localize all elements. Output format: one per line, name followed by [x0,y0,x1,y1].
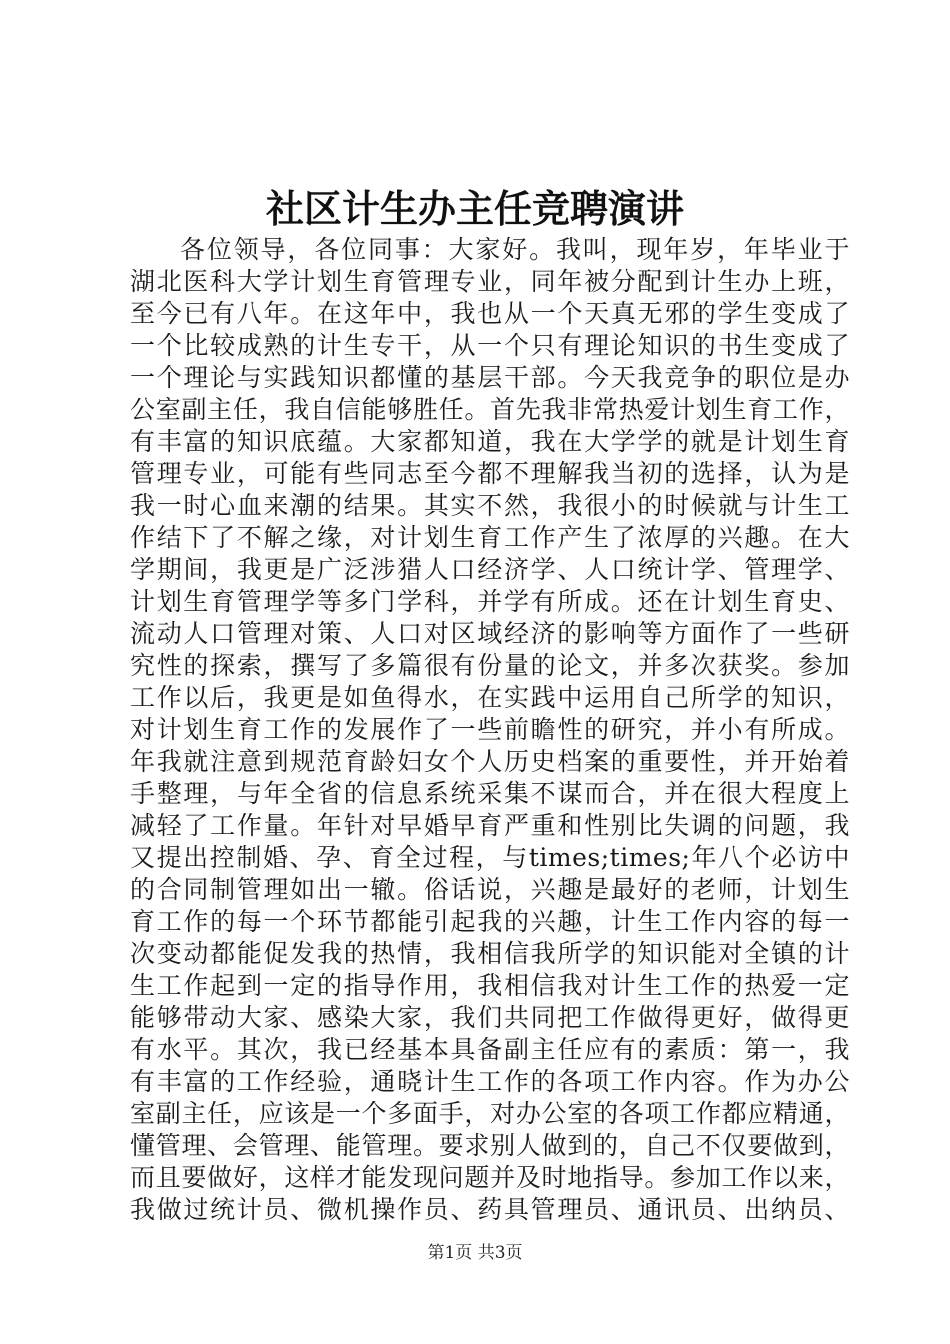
document-body [130,234,850,1226]
body-line: 究性的探索，撰写了多篇很有份量的论文，并多次获奖。参加 [130,651,850,680]
body-line: 室副主任，应该是一个多面手，对办公室的各项工作都应精通， [130,1099,850,1128]
body-line: 湖北医科大学计划生育管理专业，同年被分配到计生办上班， [130,267,850,296]
body-line: 我做过统计员、微机操作员、药具管理员、通讯员、出纳员、 [130,1195,850,1224]
body-line: 流动人口管理对策、人口对区域经济的影响等方面作了一些研 [130,619,850,648]
body-line: 有丰富的知识底蕴。大家都知道，我在大学学的就是计划生育 [130,427,850,456]
body-line: 手整理，与年全省的信息系统采集不谋而合，并在很大程度上 [130,779,850,808]
body-line: 一个理论与实践知识都懂的基层干部。今天我竞争的职位是办 [130,363,850,392]
body-line: 一个比较成熟的计生专干，从一个只有理论知识的书生变成了 [130,331,850,360]
document-title: 社区计生办主任竞聘演讲 [265,186,684,231]
body-line: 的合同制管理如出一辙。俗话说，兴趣是最好的老师，计划生 [130,875,850,904]
body-line: 管理专业，可能有些同志至今都不理解我当初的选择，认为是 [130,459,850,488]
body-line: 年我就注意到规范育龄妇女个人历史档案的重要性，并开始着 [130,747,850,776]
body-line: 学期间，我更是广泛涉猎人口经济学、人口统计学、管理学、 [130,555,850,584]
body-line: 又提出控制婚、孕、育全过程，与times;times;年八个必访中 [130,843,850,872]
body-line: 至今已有八年。在这年中，我也从一个天真无邪的学生变成了 [130,299,850,328]
body-line: 减轻了工作量。年针对早婚早育严重和性别比失调的问题，我 [130,811,850,840]
body-line: 工作以后，我更是如鱼得水，在实践中运用自己所学的知识， [130,683,850,712]
body-line: 对计划生育工作的发展作了一些前瞻性的研究，并小有所成。 [130,715,850,744]
body-line: 作结下了不解之缘，对计划生育工作产生了浓厚的兴趣。在大 [130,523,850,552]
body-line: 我一时心血来潮的结果。其实不然，我很小的时候就与计生工 [130,491,850,520]
body-line: 计划生育管理学等多门学科，并学有所成。还在计划生育史、 [130,587,850,616]
body-line: 公室副主任，我自信能够胜任。首先我非常热爱计划生育工作， [130,395,850,424]
body-line: 各位领导，各位同事：大家好。我叫，现年岁，年毕业于 [180,235,850,264]
body-line: 生工作起到一定的指导作用，我相信我对计生工作的热爱一定 [130,971,850,1000]
body-line: 而且要做好，这样才能发现问题并及时地指导。参加工作以来， [130,1163,850,1192]
body-line: 有水平。其次，我已经基本具备副主任应有的素质：第一，我 [130,1035,850,1064]
body-line: 有丰富的工作经验，通晓计生工作的各项工作内容。作为办公 [130,1067,850,1096]
body-line: 次变动都能促发我的热情，我相信我所学的知识能对全镇的计 [130,939,850,968]
body-line: 育工作的每一个环节都能引起我的兴趣，计生工作内容的每一 [130,907,850,936]
body-line: 懂管理、会管理、能管理。要求别人做到的，自己不仅要做到， [130,1131,850,1160]
body-line: 能够带动大家、感染大家，我们共同把工作做得更好，做得更 [130,1003,850,1032]
page-footer: 第1页 共3页 [427,1243,523,1263]
